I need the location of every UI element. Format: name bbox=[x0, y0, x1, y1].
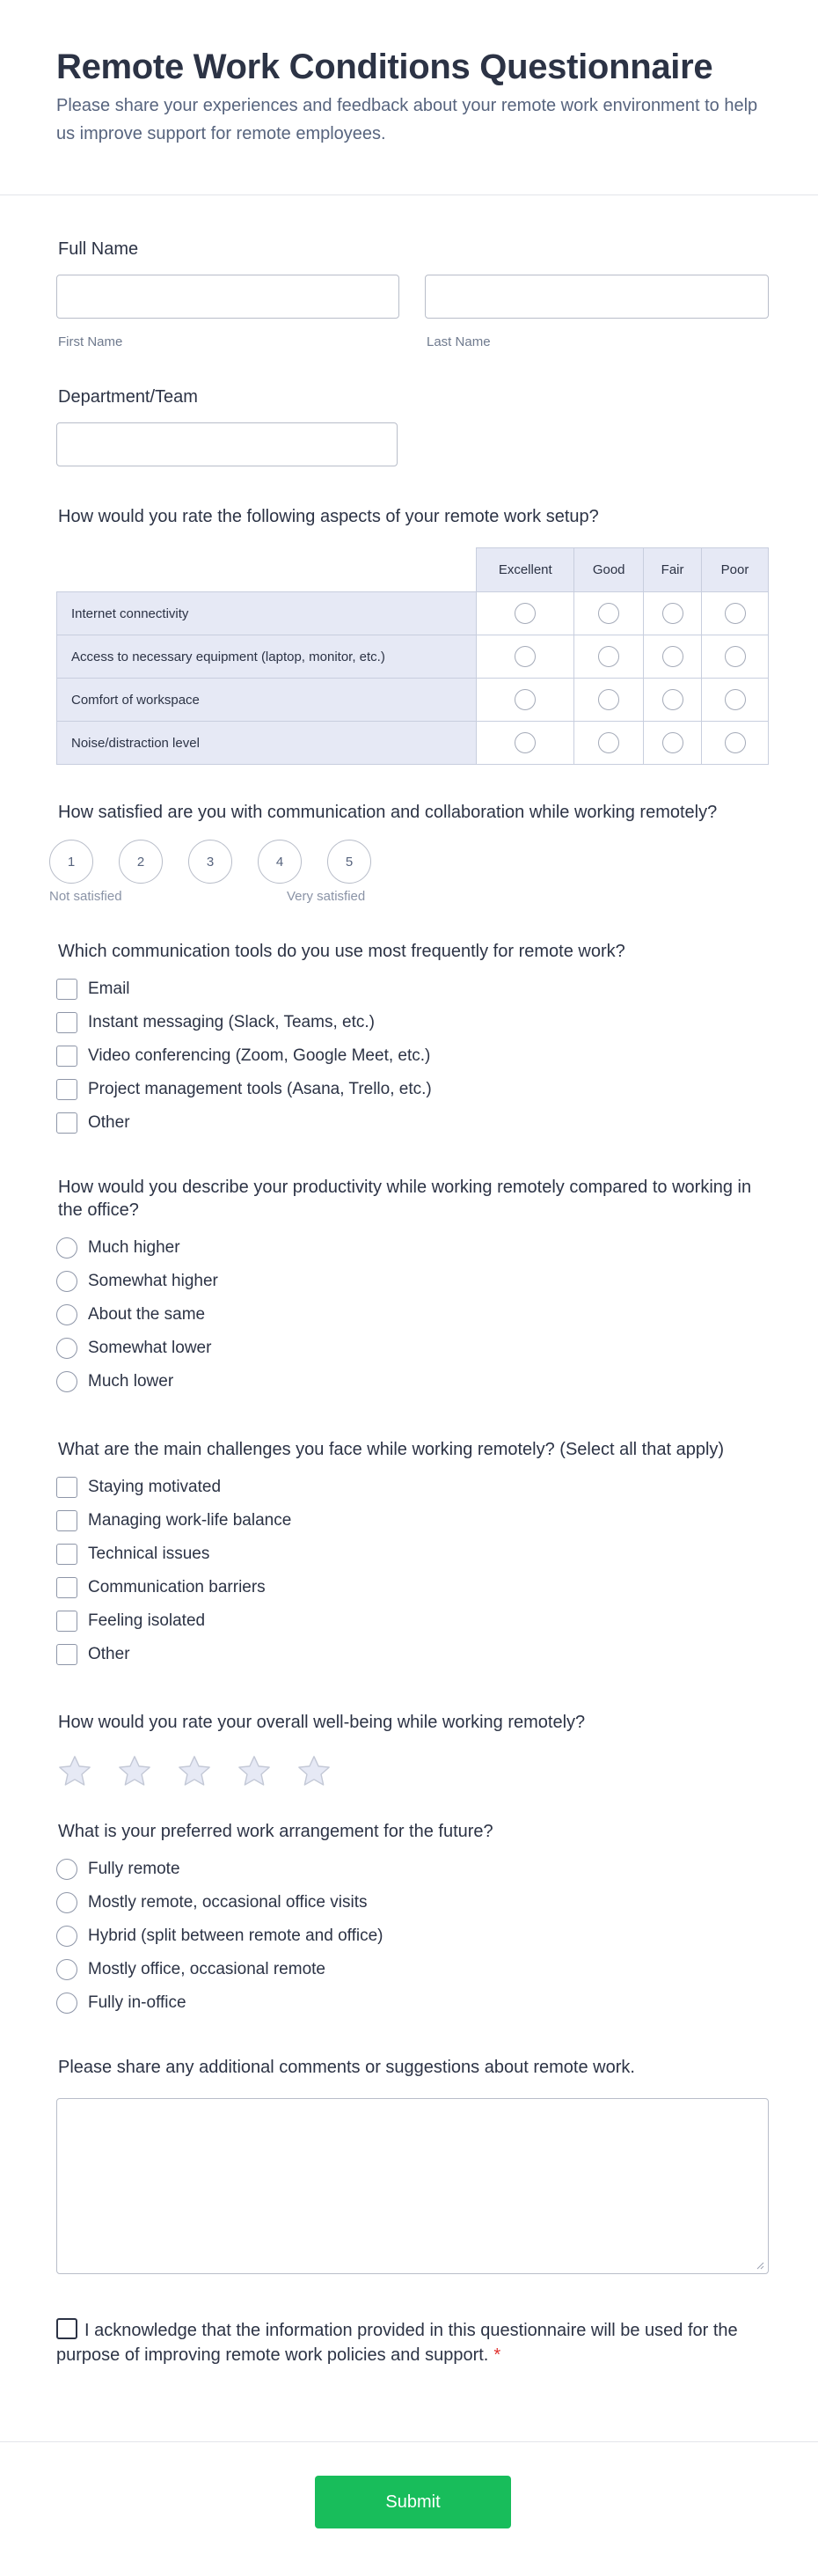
matrix-row bbox=[57, 722, 769, 765]
tools-field bbox=[56, 940, 769, 1142]
matrix-col-header: Fair bbox=[644, 548, 702, 592]
checkbox[interactable] bbox=[56, 1510, 77, 1531]
full-name-field bbox=[56, 238, 769, 349]
matrix-row bbox=[57, 592, 769, 635]
arrangement-option[interactable] bbox=[56, 1892, 383, 1913]
challenges-field bbox=[56, 1438, 769, 1667]
option-label: Other bbox=[88, 1113, 130, 1132]
checkbox[interactable] bbox=[56, 1477, 77, 1498]
matrix-corner bbox=[57, 548, 477, 592]
option-label: Fully remote bbox=[88, 1860, 180, 1878]
option-label: Project management tools (Asana, Trello, etc.) bbox=[88, 1080, 432, 1098]
matrix-radio[interactable] bbox=[598, 732, 619, 753]
radio[interactable] bbox=[56, 1859, 77, 1880]
checkbox[interactable] bbox=[56, 1046, 77, 1067]
challenges-option[interactable] bbox=[56, 1644, 291, 1665]
challenges-question: What are the main challenges you face while working remotely? (Select all that apply) bbox=[58, 1440, 725, 1459]
tools-option[interactable] bbox=[56, 1046, 432, 1067]
checkbox[interactable] bbox=[56, 1577, 77, 1598]
acknowledgement-text: I acknowledge that the information provided in this questionnaire will be used for the purpose of improving remote work policies and support. bbox=[56, 2321, 738, 2365]
acknowledgement-checkbox[interactable] bbox=[56, 2318, 77, 2339]
matrix-radio[interactable] bbox=[598, 689, 619, 710]
scale-option-5[interactable]: 5 bbox=[327, 840, 371, 884]
checkbox[interactable] bbox=[56, 1079, 77, 1100]
radio[interactable] bbox=[56, 1993, 77, 2014]
arrangement-option[interactable] bbox=[56, 1959, 383, 1980]
full-name-label: Full Name bbox=[58, 239, 139, 259]
scale-options bbox=[49, 840, 371, 884]
matrix-radio[interactable] bbox=[515, 689, 536, 710]
star-icon[interactable] bbox=[116, 1753, 153, 1790]
matrix-row bbox=[57, 635, 769, 679]
matrix-radio[interactable] bbox=[662, 646, 683, 667]
challenges-option[interactable] bbox=[56, 1577, 291, 1598]
last-name-sublabel: Last Name bbox=[427, 334, 491, 349]
arrangement-option[interactable] bbox=[56, 1993, 383, 2014]
first-name-sublabel: First Name bbox=[58, 334, 123, 349]
productivity-option[interactable] bbox=[56, 1271, 218, 1292]
matrix-row-label: Access to necessary equipment (laptop, monitor, etc.) bbox=[57, 635, 477, 679]
matrix-radio[interactable] bbox=[662, 689, 683, 710]
radio[interactable] bbox=[56, 1892, 77, 1913]
radio[interactable] bbox=[56, 1237, 77, 1259]
communication-scale bbox=[49, 801, 769, 915]
star-icon[interactable] bbox=[296, 1753, 332, 1790]
checkbox[interactable] bbox=[56, 1112, 77, 1134]
department-input[interactable] bbox=[56, 422, 398, 466]
matrix-radio[interactable] bbox=[598, 646, 619, 667]
last-name-input[interactable] bbox=[425, 275, 769, 319]
checkbox[interactable] bbox=[56, 979, 77, 1000]
option-label: Communication barriers bbox=[88, 1578, 266, 1596]
acknowledgement bbox=[56, 2318, 769, 2367]
productivity-field bbox=[56, 1176, 769, 1405]
matrix-radio[interactable] bbox=[598, 603, 619, 624]
matrix-radio[interactable] bbox=[515, 732, 536, 753]
acknowledgement-field bbox=[56, 2318, 769, 2371]
checkbox[interactable] bbox=[56, 1012, 77, 1033]
comments-question: Please share any additional comments or suggestions about remote work. bbox=[58, 2058, 635, 2077]
star-icon[interactable] bbox=[176, 1753, 213, 1790]
matrix-radio[interactable] bbox=[662, 732, 683, 753]
option-label: About the same bbox=[88, 1305, 206, 1324]
matrix-table bbox=[56, 547, 769, 765]
challenges-option[interactable] bbox=[56, 1611, 291, 1632]
option-label: Mostly remote, occasional office visits bbox=[88, 1893, 368, 1912]
option-label: Somewhat lower bbox=[88, 1339, 212, 1357]
productivity-option[interactable] bbox=[56, 1304, 218, 1325]
scale-question: How satisfied are you with communication and collaboration while working remotely? bbox=[58, 803, 718, 822]
matrix-radio[interactable] bbox=[725, 689, 746, 710]
star-icon[interactable] bbox=[56, 1753, 93, 1790]
arrangement-options bbox=[56, 1859, 383, 2026]
wellbeing-field bbox=[56, 1711, 769, 1799]
form-title: Remote Work Conditions Questionnaire bbox=[56, 48, 713, 86]
checkbox[interactable] bbox=[56, 1611, 77, 1632]
challenges-option[interactable] bbox=[56, 1510, 291, 1531]
option-label: Much higher bbox=[88, 1238, 180, 1257]
productivity-option[interactable] bbox=[56, 1338, 218, 1359]
setup-rating-matrix bbox=[56, 505, 769, 769]
productivity-question: How would you describe your productivity while working remotely compared to working in the office? bbox=[58, 1178, 752, 1220]
arrangement-option[interactable] bbox=[56, 1859, 383, 1880]
arrangement-field bbox=[56, 1820, 769, 2022]
option-label: Instant messaging (Slack, Teams, etc.) bbox=[88, 1013, 375, 1031]
required-asterisk: * bbox=[493, 2345, 501, 2365]
option-label: Other bbox=[88, 1645, 130, 1663]
checkbox[interactable] bbox=[56, 1544, 77, 1565]
option-label: Mostly office, occasional remote bbox=[88, 1960, 325, 1978]
matrix-row bbox=[57, 679, 769, 722]
matrix-radio[interactable] bbox=[725, 603, 746, 624]
wellbeing-question: How would you rate your overall well-being while working remotely? bbox=[58, 1713, 586, 1732]
scale-option-1[interactable]: 1 bbox=[49, 840, 93, 884]
star-icon[interactable] bbox=[236, 1753, 273, 1790]
department-field bbox=[56, 385, 769, 408]
scale-option-2[interactable]: 2 bbox=[119, 840, 163, 884]
productivity-option[interactable] bbox=[56, 1371, 218, 1392]
tools-option[interactable] bbox=[56, 1112, 432, 1134]
comments-textarea[interactable] bbox=[56, 2098, 769, 2274]
form-header bbox=[0, 0, 818, 195]
tools-option[interactable] bbox=[56, 1079, 432, 1100]
option-label: Managing work-life balance bbox=[88, 1511, 292, 1530]
tools-options bbox=[56, 979, 432, 1146]
option-label: Much lower bbox=[88, 1372, 174, 1391]
matrix-row-label: Comfort of workspace bbox=[57, 679, 477, 722]
radio[interactable] bbox=[56, 1338, 77, 1359]
scale-option-3[interactable]: 3 bbox=[188, 840, 232, 884]
option-label: Feeling isolated bbox=[88, 1611, 206, 1630]
option-label: Staying motivated bbox=[88, 1478, 222, 1496]
option-label: Email bbox=[88, 980, 130, 998]
option-label: Somewhat higher bbox=[88, 1272, 218, 1290]
challenges-option[interactable] bbox=[56, 1477, 291, 1498]
productivity-option[interactable] bbox=[56, 1237, 218, 1259]
tools-question: Which communication tools do you use most frequently for remote work? bbox=[58, 942, 625, 961]
matrix-question: How would you rate the following aspects of your remote work setup? bbox=[58, 507, 599, 526]
matrix-row-label: Internet connectivity bbox=[57, 592, 477, 635]
matrix-radio[interactable] bbox=[725, 732, 746, 753]
radio[interactable] bbox=[56, 1926, 77, 1947]
arrangement-option[interactable] bbox=[56, 1926, 383, 1947]
option-label: Video conferencing (Zoom, Google Meet, etc.) bbox=[88, 1046, 431, 1065]
matrix-radio[interactable] bbox=[662, 603, 683, 624]
resize-handle-icon[interactable] bbox=[756, 2261, 764, 2270]
challenges-option[interactable] bbox=[56, 1544, 291, 1565]
matrix-radio[interactable] bbox=[515, 603, 536, 624]
option-label: Fully in-office bbox=[88, 1993, 186, 2012]
radio[interactable] bbox=[56, 1304, 77, 1325]
matrix-col-header: Poor bbox=[702, 548, 769, 592]
matrix-radio[interactable] bbox=[515, 646, 536, 667]
form-footer bbox=[0, 2441, 818, 2576]
option-label: Hybrid (split between remote and office) bbox=[88, 1926, 383, 1945]
scale-min-caption: Not satisfied bbox=[49, 889, 122, 904]
department-label: Department/Team bbox=[58, 387, 198, 407]
radio[interactable] bbox=[56, 1271, 77, 1292]
matrix-col-header: Good bbox=[574, 548, 644, 592]
matrix-row-label: Noise/distraction level bbox=[57, 722, 477, 765]
form-description: Please share your experiences and feedback about your remote work environment to help us improve support for remote employees. bbox=[56, 96, 758, 143]
challenges-options bbox=[56, 1477, 291, 1677]
first-name-input[interactable] bbox=[56, 275, 399, 319]
radio[interactable] bbox=[56, 1959, 77, 1980]
checkbox[interactable] bbox=[56, 1644, 77, 1665]
radio[interactable] bbox=[56, 1371, 77, 1392]
scale-max-caption: Very satisfied bbox=[287, 889, 366, 904]
option-label: Technical issues bbox=[88, 1545, 210, 1563]
matrix-col-header: Excellent bbox=[477, 548, 574, 592]
productivity-options bbox=[56, 1237, 218, 1405]
tools-option[interactable] bbox=[56, 979, 432, 1000]
arrangement-question: What is your preferred work arrangement for the future? bbox=[58, 1822, 493, 1841]
star-rating bbox=[56, 1753, 332, 1790]
submit-button[interactable]: Submit bbox=[315, 2476, 511, 2528]
comments-field bbox=[56, 2056, 769, 2285]
scale-option-4[interactable]: 4 bbox=[258, 840, 302, 884]
tools-option[interactable] bbox=[56, 1012, 432, 1033]
matrix-radio[interactable] bbox=[725, 646, 746, 667]
